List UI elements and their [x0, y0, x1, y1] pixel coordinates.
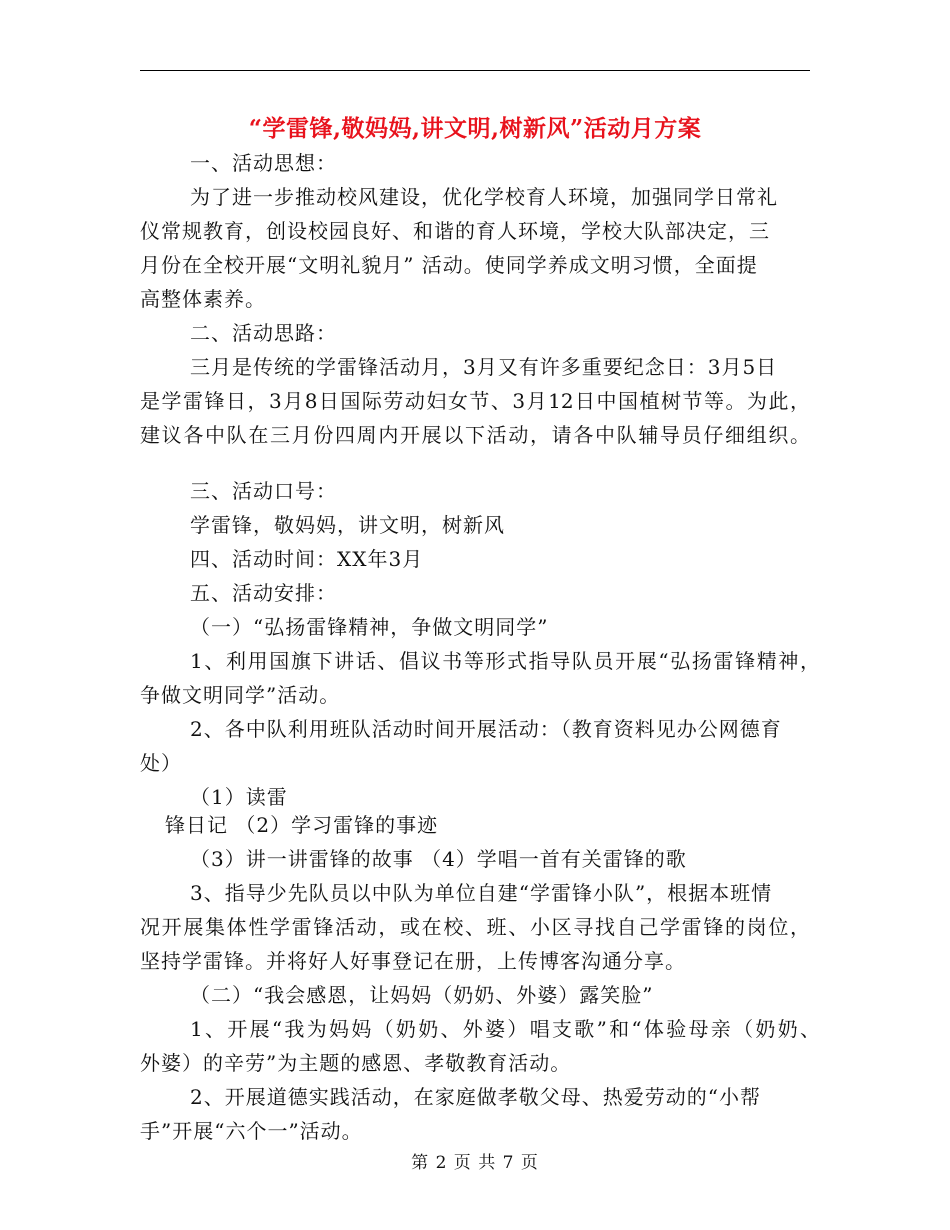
header-rule: [140, 70, 810, 71]
section-heading: 四、活动时间：XX年3月: [190, 547, 424, 571]
paragraph-line: 为了进一步推动校风建设，优化学校育人环境，加强同学日常礼: [190, 185, 778, 209]
paragraph-line: 三月是传统的学雷锋活动月，3月又有许多重要纪念日：3月5日: [190, 355, 778, 379]
document-title: “学雷锋,敬妈妈,讲文明,树新风”活动月方案: [248, 115, 702, 142]
paragraph-line: 坚持学雷锋。并将好人好事登记在册，上传博客沟通分享。: [140, 949, 686, 973]
section-heading: 三、活动口号：: [190, 479, 337, 503]
paragraph-line: 手”开展“六个一”活动。: [140, 1119, 363, 1143]
paragraph-line: 况开展集体性学雷锋活动，或在校、班、小区寻找自己学雷锋的岗位，: [140, 915, 810, 939]
page-footer: 第 2 页 共 7 页: [411, 1153, 539, 1173]
section-heading: 一、活动思想：: [190, 151, 337, 175]
paragraph-line: 处）: [140, 751, 182, 775]
list-item: （3）讲一讲雷锋的故事 （4）学唱一首有关雷锋的歌: [190, 847, 687, 871]
paragraph-line: 是学雷锋日，3月8日国际劳动妇女节、3月12日中国植树节等。为此，: [140, 389, 810, 413]
paragraph-line: 高整体素养。: [140, 287, 266, 311]
paragraph-line: 月份在全校开展“文明礼貌月” 活动。使同学养成文明习惯，全面提: [140, 253, 758, 277]
paragraph-line: 1、开展“我为妈妈（奶奶、外婆）唱支歌”和“体验母亲（奶奶、: [190, 1017, 820, 1041]
subsection-heading: （二）“我会感恩，让妈妈（奶奶、外婆）露笑脸”: [190, 983, 654, 1007]
paragraph-line: 2、开展道德实践活动，在家庭做孝敬父母、热爱劳动的“小帮: [190, 1085, 761, 1109]
paragraph-line: 外婆）的辛劳”为主题的感恩、孝敬教育活动。: [140, 1051, 572, 1075]
paragraph-line: 3、指导少先队员以中队为单位自建“学雷锋小队”，根据本班情: [190, 881, 773, 905]
section-heading: 五、活动安排：: [190, 581, 337, 605]
list-item: （1）读雷: [190, 785, 288, 809]
list-item: 锋日记 （2）学习雷锋的事迹: [165, 813, 439, 837]
paragraph-line: 2、各中队利用班队活动时间开展活动：（教育资料见办公网德育: [190, 717, 782, 741]
slogan-line: 学雷锋，敬妈妈，讲文明，树新风: [190, 513, 505, 537]
subsection-heading: （一）“弘扬雷锋精神，争做文明同学”: [190, 615, 549, 639]
paragraph-line: 争做文明同学”活动。: [140, 683, 341, 707]
section-heading: 二、活动思路：: [190, 321, 337, 345]
paragraph-line: 仪常规教育，创设校园良好、和谐的育人环境，学校大队部决定，三: [140, 219, 770, 243]
paragraph-line: 建议各中队在三月份四周内开展以下活动，请各中队辅导员仔细组织。: [140, 423, 810, 447]
paragraph-line: 1、利用国旗下讲话、倡议书等形式指导队员开展“弘扬雷锋精神，: [190, 649, 820, 673]
